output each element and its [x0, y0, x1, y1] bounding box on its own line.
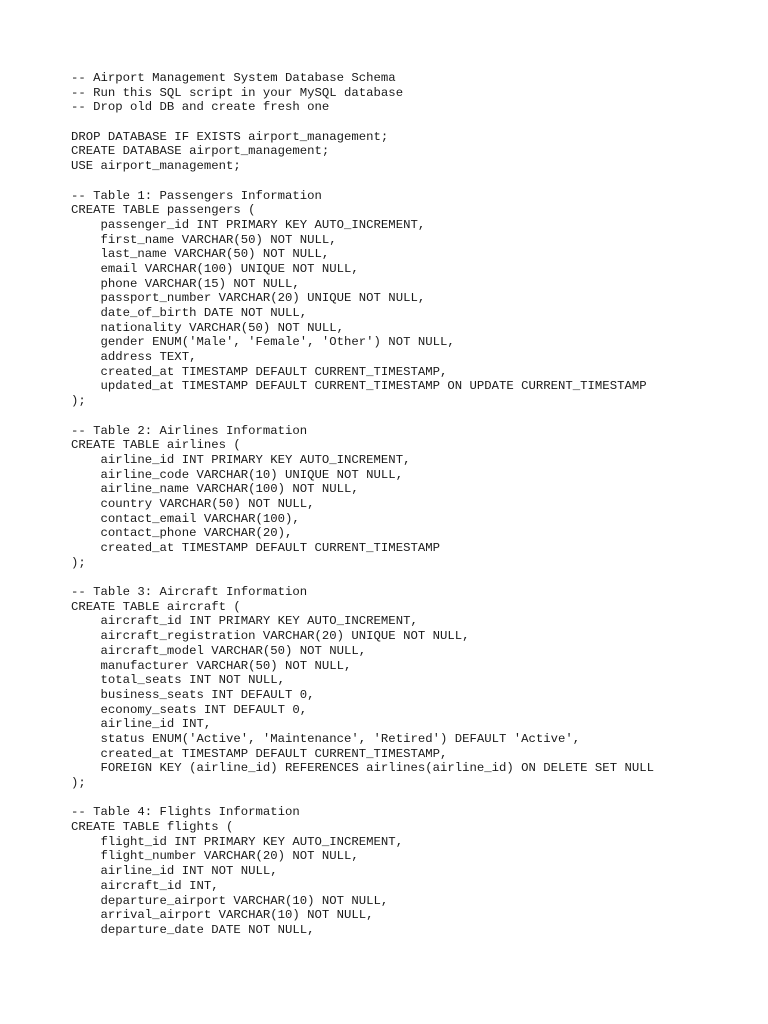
code-line: email VARCHAR(100) UNIQUE NOT NULL, [71, 261, 359, 276]
code-line: -- Airport Management System Database Schema [71, 71, 396, 85]
code-line: CREATE TABLE passengers ( [71, 203, 256, 218]
code-line: DROP DATABASE IF EXISTS airport_management; [71, 129, 389, 144]
code-line: created_at TIMESTAMP DEFAULT CURRENT_TIMESTAMP, [71, 364, 448, 379]
sql-code-block [71, 71, 654, 938]
code-line [71, 115, 654, 130]
code-line: departure_airport VARCHAR(10) NOT NULL, [71, 893, 389, 908]
code-line: -- Table 3: Aircraft Information [71, 585, 308, 600]
code-line: status ENUM('Active', 'Maintenance', 'Retired') DEFAULT 'Active', [71, 731, 581, 746]
code-line: -- Table 2: Airlines Information [71, 423, 308, 438]
code-line: updated_at TIMESTAMP DEFAULT CURRENT_TIMESTAMP ON UPDATE CURRENT_TIMESTAMP [71, 379, 647, 394]
code-line: total_seats INT NOT NULL, [71, 673, 286, 688]
code-line: flight_number VARCHAR(20) NOT NULL, [71, 849, 359, 864]
code-line: airline_name VARCHAR(100) NOT NULL, [71, 482, 359, 497]
code-line: date_of_birth DATE NOT NULL, [71, 306, 308, 320]
code-line: passenger_id INT PRIMARY KEY AUTO_INCREMENT, [71, 217, 426, 232]
code-line: created_at TIMESTAMP DEFAULT CURRENT_TIMESTAMP [71, 541, 440, 555]
code-line: country VARCHAR(50) NOT NULL, [71, 496, 315, 511]
code-line: ); [71, 555, 86, 570]
code-line: economy_seats INT DEFAULT 0, [71, 702, 308, 717]
code-line [71, 174, 654, 189]
code-line: created_at TIMESTAMP DEFAULT CURRENT_TIMESTAMP, [71, 746, 448, 761]
code-line: -- Table 1: Passengers Information [71, 188, 322, 203]
code-line: departure_date DATE NOT NULL, [71, 922, 315, 937]
code-line: ); [71, 776, 86, 790]
code-line: -- Run this SQL script in your MySQL database [71, 85, 404, 100]
code-line: aircraft_id INT PRIMARY KEY AUTO_INCREMENT, [71, 614, 418, 629]
code-line: phone VARCHAR(15) NOT NULL, [71, 276, 300, 291]
code-line: passport_number VARCHAR(20) UNIQUE NOT NULL, [71, 291, 426, 306]
code-line: airline_id INT NOT NULL, [71, 864, 278, 879]
code-line: contact_email VARCHAR(100), [71, 511, 300, 526]
code-line: -- Table 4: Flights Information [71, 805, 300, 820]
code-line [71, 409, 654, 424]
code-line: -- Drop old DB and create fresh one [71, 100, 330, 115]
code-line: CREATE TABLE airlines ( [71, 438, 241, 453]
code-line: CREATE TABLE flights ( [71, 820, 234, 835]
code-line: business_seats INT DEFAULT 0, [71, 687, 315, 702]
code-line: manufacturer VARCHAR(50) NOT NULL, [71, 658, 352, 673]
code-line [71, 791, 654, 806]
code-line: nationality VARCHAR(50) NOT NULL, [71, 320, 345, 335]
code-line: FOREIGN KEY (airline_id) REFERENCES airlines(airline_id) ON DELETE SET NULL [71, 761, 654, 776]
code-line: aircraft_id INT, [71, 878, 219, 893]
code-line: arrival_airport VARCHAR(10) NOT NULL, [71, 908, 374, 923]
code-line: CREATE TABLE aircraft ( [71, 599, 241, 614]
code-line: last_name VARCHAR(50) NOT NULL, [71, 247, 330, 262]
code-line: CREATE DATABASE airport_management; [71, 144, 330, 159]
code-line: airline_code VARCHAR(10) UNIQUE NOT NULL, [71, 467, 404, 482]
code-line: ); [71, 394, 86, 409]
code-line: address TEXT, [71, 350, 197, 365]
code-line: USE airport_management; [71, 159, 241, 174]
code-line: aircraft_registration VARCHAR(20) UNIQUE NOT NULL, [71, 629, 470, 644]
code-line: gender ENUM('Male', 'Female', 'Other') NOT NULL, [71, 335, 455, 350]
code-line: first_name VARCHAR(50) NOT NULL, [71, 232, 337, 247]
code-line: contact_phone VARCHAR(20), [71, 526, 293, 541]
code-line: aircraft_model VARCHAR(50) NOT NULL, [71, 643, 367, 658]
code-line: flight_id INT PRIMARY KEY AUTO_INCREMENT, [71, 834, 404, 849]
code-line [71, 570, 654, 585]
code-line: airline_id INT, [71, 717, 212, 732]
code-line: airline_id INT PRIMARY KEY AUTO_INCREMENT, [71, 452, 411, 467]
